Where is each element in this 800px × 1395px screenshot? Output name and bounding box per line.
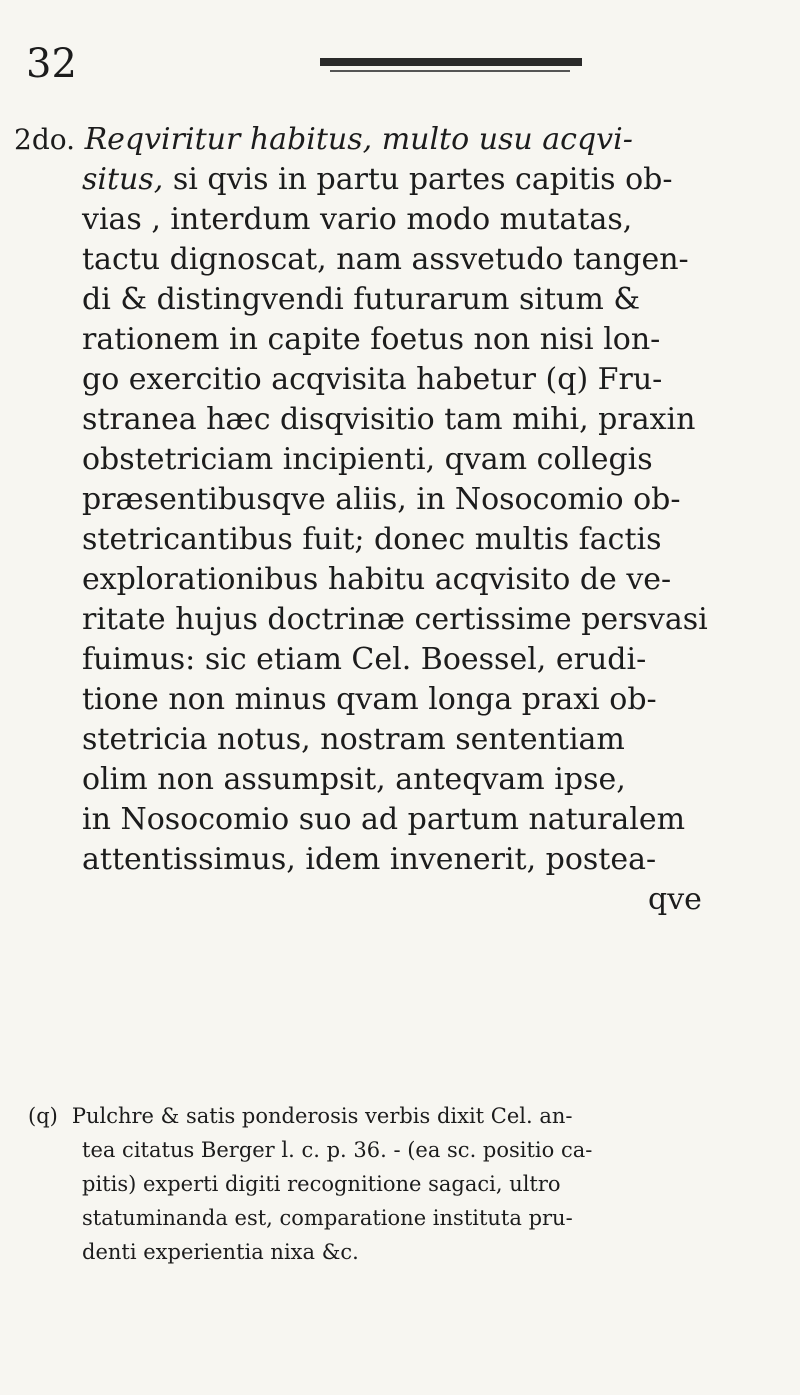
text-line (82, 640, 646, 680)
text-line (82, 720, 625, 760)
text-line (82, 480, 681, 520)
text-line (82, 320, 660, 360)
text-line (82, 360, 662, 400)
header-rule-thin (330, 70, 570, 72)
text-line (82, 160, 673, 200)
line-text: fuimus: sic etiam Cel. Boessel, erudi- (82, 642, 647, 677)
footnote-line: denti experientia nixa &c. (82, 1240, 359, 1264)
footnote-line (28, 1102, 573, 1130)
text-line (82, 200, 632, 240)
text-line (82, 240, 689, 280)
line-text: præsentibusqve aliis, in Nosocomio ob- (82, 482, 681, 517)
line-text: ritate hujus doctrinæ certissime persvasi (82, 602, 708, 637)
page-number: 32 (26, 41, 77, 87)
line-text: tione non minus qvam longa praxi ob- (82, 682, 657, 717)
footnote-line: statuminanda est, comparatione instituta pru- (82, 1206, 573, 1230)
text-line (82, 760, 626, 800)
footnote-text: Pulchre & satis ponderosis verbis dixit Cel. an- (71, 1104, 573, 1128)
text-line (82, 600, 708, 640)
text-line (14, 120, 633, 160)
footnote-line: pitis) experti digiti recognitione sagaci, ultro (82, 1172, 561, 1196)
text-line (82, 680, 657, 720)
catchword: qve (648, 882, 702, 917)
line-text: di & distingvendi futurarum situm & (82, 282, 641, 317)
text-line (82, 800, 685, 840)
line-text: tactu dignoscat, nam assvetudo tangen- (82, 242, 689, 277)
line-text: stranea hæc disqvisitio tam mihi, praxin (82, 402, 696, 437)
line-text: vias , interdum vario modo mutatas, (82, 202, 633, 237)
line-text: attentissimus, idem invenerit, postea- (82, 842, 657, 877)
text-line (82, 560, 671, 600)
line-text: explorationibus habitu acqvisito de ve- (82, 562, 672, 597)
italic-text: situs, (82, 162, 164, 197)
line-text: stetricantibus fuit; donec multis factis (82, 522, 662, 557)
line-text: rationem in capite foetus non nisi lon- (82, 322, 661, 357)
line-text: go exercitio acqvisita habetur (q) Fru- (82, 362, 663, 397)
italic-text: Reqviritur habitus, multo usu acqvi- (84, 122, 633, 157)
text-line (82, 520, 662, 560)
text-line (82, 400, 695, 440)
line-text: stetricia notus, nostram sententiam (82, 722, 625, 757)
line-text: in Nosocomio suo ad partum naturalem (82, 802, 686, 837)
text-line (82, 440, 653, 480)
line-text: obstetriciam incipienti, qvam collegis (82, 442, 653, 477)
text-line (82, 280, 640, 320)
header-rule (320, 58, 582, 66)
line-text: si qvis in partu partes capitis ob- (163, 162, 673, 197)
line-text: olim non assumpsit, anteqvam ipse, (82, 762, 626, 797)
footnote-marker: (q) (28, 1104, 58, 1128)
footnote-line: tea citatus Berger l. c. p. 36. - (ea sc. positio ca- (82, 1138, 593, 1162)
text-line (82, 840, 656, 880)
section-marker: 2do. (14, 123, 76, 156)
